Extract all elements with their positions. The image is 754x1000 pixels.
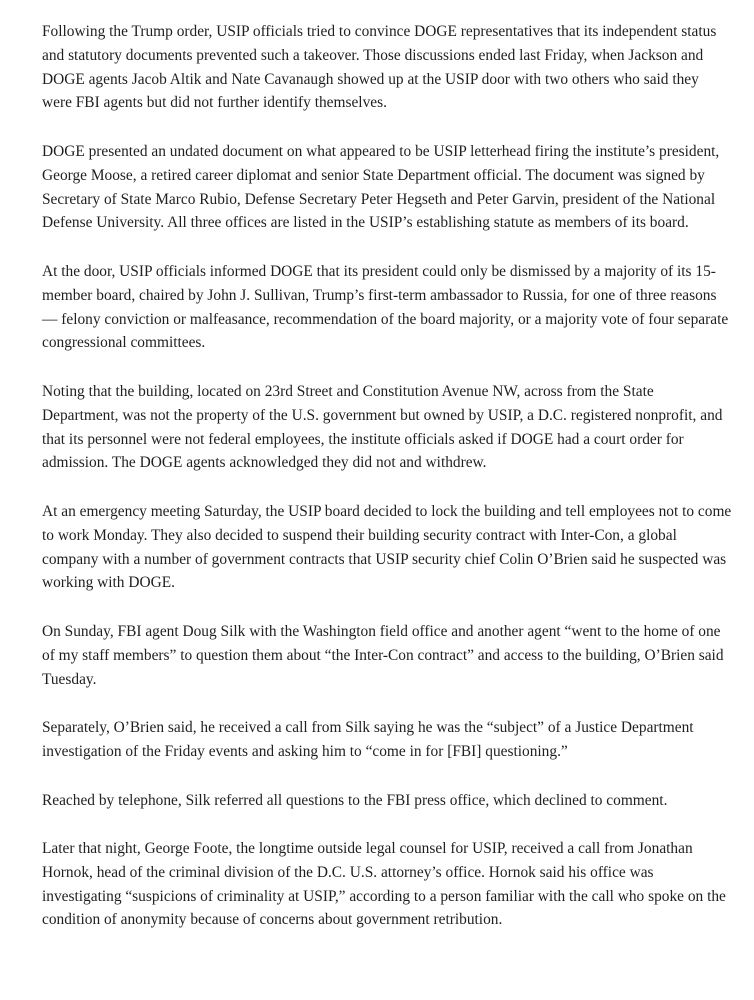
paragraph-4: Noting that the building, located on 23rd Street and Constitution Avenue NW, across from the State Department, was not the property of the U.S. government but owned by USIP, a D.C. registered nonprofit, and that its personnel were not federal employees, the institute officials asked if DOGE had a court order for admission. The DOGE agents acknowledged they did not and withdrew. <box>42 382 723 472</box>
paragraph-7: Separately, O’Brien said, he received a call from Silk saying he was the “subject” of a Justice Department investigation of the Friday events and asking him to “come in for [FBI] questioning.” <box>42 719 694 760</box>
paragraph-3: At the door, USIP officials informed DOGE that its president could only be dismissed by a majority of its 15-member board, chaired by John J. Sullivan, Trump’s first-term ambassador to Russia, for one of three reasons — felony conviction or malfeasance, recommendation of the board majority, or a majority vote of four separate congressional committees. <box>42 262 729 352</box>
paragraph-8: Reached by telephone, Silk referred all questions to the FBI press office, which declined to comment. <box>42 791 668 809</box>
paragraph-5: At an emergency meeting Saturday, the USIP board decided to lock the building and tell employees not to come to work Monday. They also decided to suspend their building security contract with Inter-Con, a global company with a number of government contracts that USIP security chief Colin O’Brien said he suspected was working with DOGE. <box>42 502 732 592</box>
paragraph-1: Following the Trump order, USIP officials tried to convince DOGE representatives that its independent status and statutory documents prevented such a takeover. Those discussions ended last Friday, when Jackson and DOGE agents Jacob Altik and Nate Cavanaugh showed up at the USIP door with two others who said they were FBI agents but did not further identify themselves. <box>42 23 717 112</box>
paragraph-6: On Sunday, FBI agent Doug Silk with the Washington field office and another agent “went to the home of one of my staff members” to question them about “the Inter-Con contract” and access to the building, O’Brien said Tuesday. <box>42 622 724 688</box>
paragraph-9: Later that night, George Foote, the longtime outside legal counsel for USIP, received a call from Jonathan Hornok, head of the criminal division of the D.C. U.S. attorney’s office. Hornok said his office was investigating “suspicions of criminality at USIP,” according to a person familiar with the call who spoke on the condition of anonymity because of concerns about government retribution. <box>42 840 726 929</box>
paragraph-2: DOGE presented an undated document on what appeared to be USIP letterhead firing the institute’s president, George Moose, a retired career diplomat and senior State Department official. The document was signed by Secretary of State Marco Rubio, Defense Secretary Peter Hegseth and Peter Garvin, president of the National Defense University. All three offices are listed in the USIP’s establishing statute as members of its board. <box>42 142 720 232</box>
article-body <box>42 20 732 932</box>
